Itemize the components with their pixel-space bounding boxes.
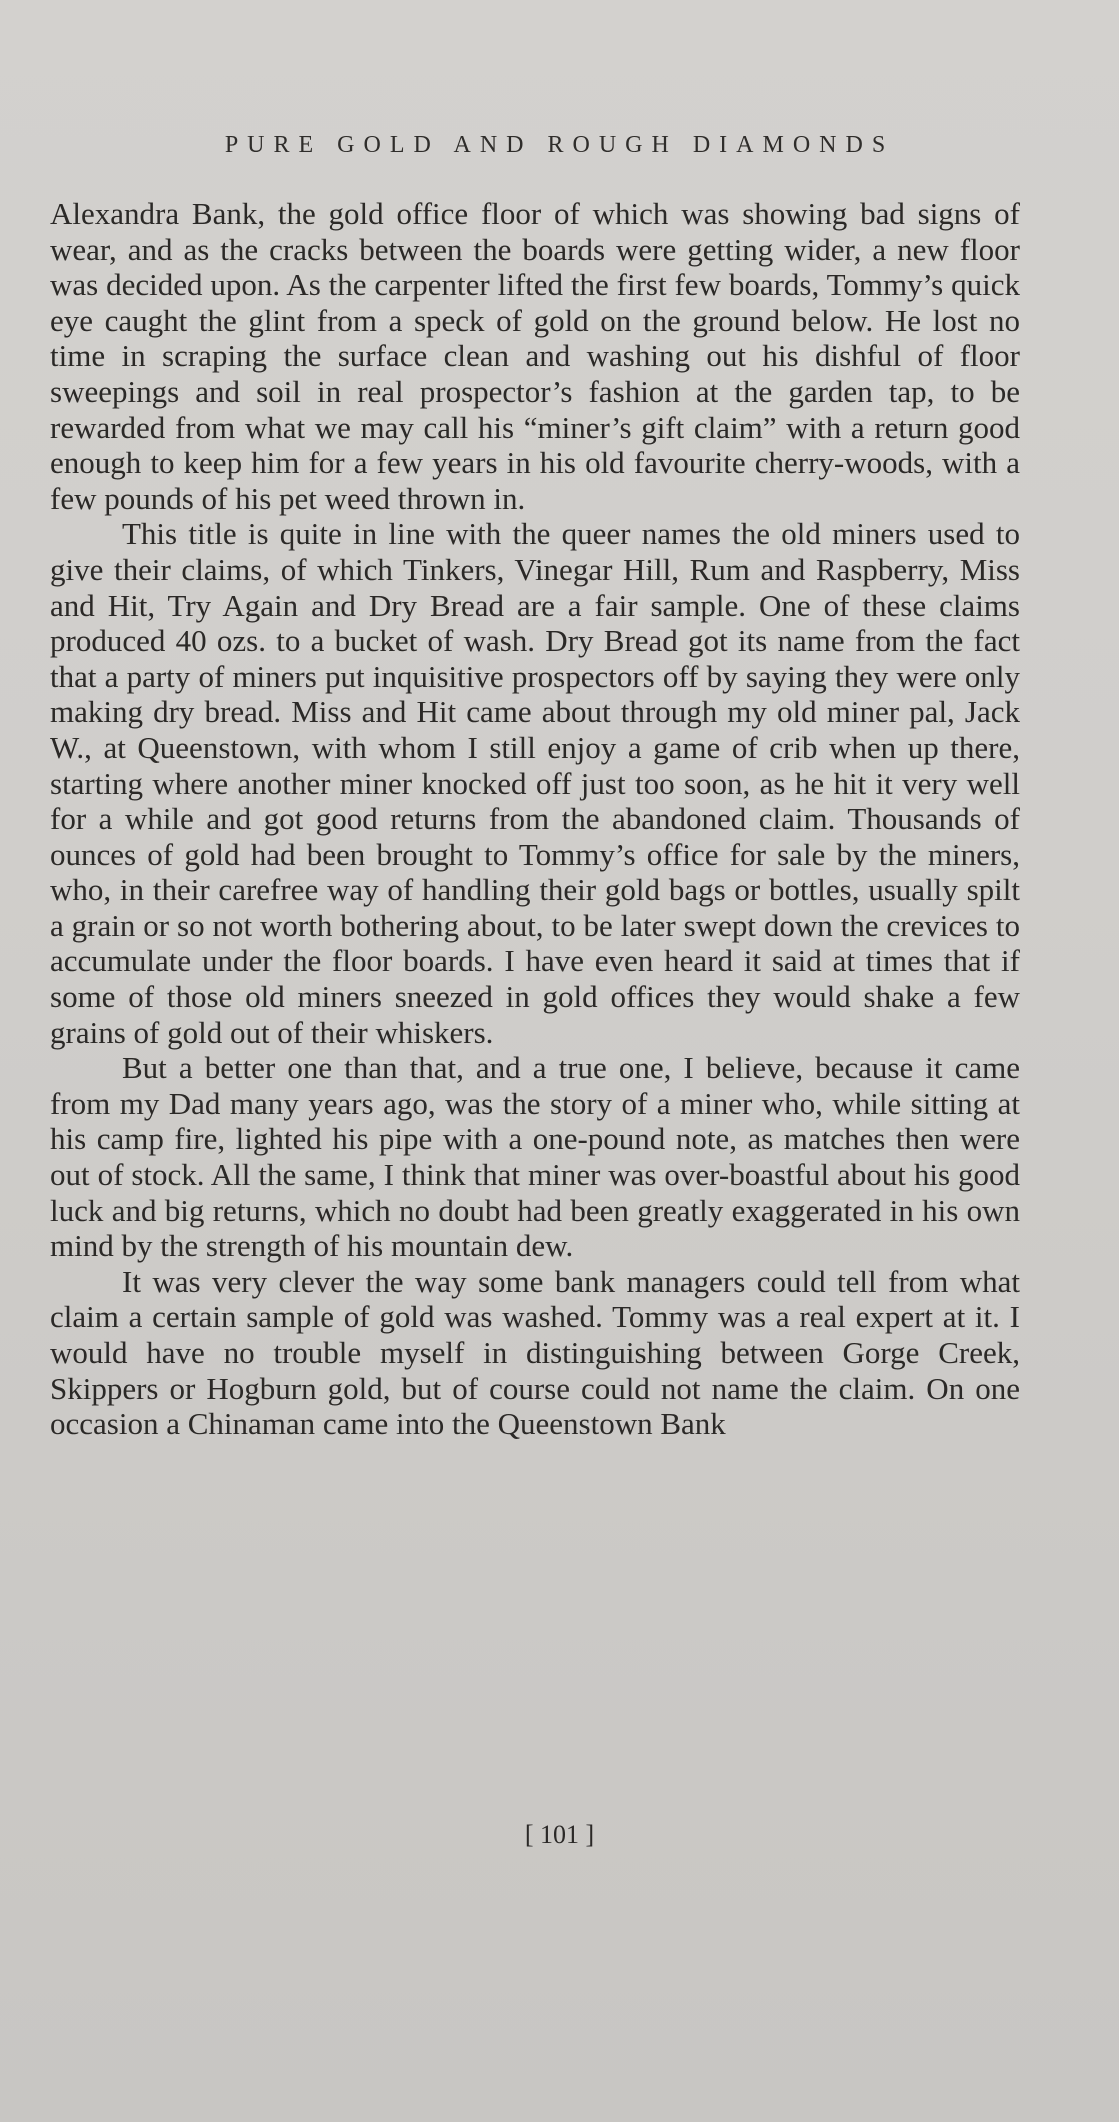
paragraph-bank-managers: It was very clever the way some bank managers could tell from what claim a certain sample of gold was washed. Tommy was a real expert at it. I would have no trouble myself in distinguishing between Gorge Creek, Skippers or Hogburn gold, but of course could not name the claim. On one occasion a Chinaman came into the Queenstown Bank — [50, 1263, 1020, 1442]
paragraph-miner-story: But a better one than that, and a true one, I believe, because it came from my Dad many years ago, was the story of a miner who, while sitting at his camp fire, lighted his pipe with a one-pound note, as matches then were out of stock. All the same, I think that miner was over-boastful about his good luck and big returns, which no doubt had been greatly exaggerated in his own mind by the strength of his mountain dew. — [50, 1050, 1020, 1264]
paragraph-continued: Alexandra Bank, the gold office floor of which was showing bad signs of wear, and as the cracks between the boards were getting wider, a new floor was decided upon. As the carpenter lifted the first few boards, Tommy’s quick eye caught the glint from a speck of gold on the ground below. He lost no time in scraping the surface clean and washing out his dishful of floor sweepings and soil in real prospector’s fashion at the garden tap, to be rewarded from what we may call his “miner’s gift claim” with a return good enough to keep him for a few years in his old favourite cherry-woods, with a few pounds of his pet weed thrown in. — [50, 196, 1020, 516]
running-head: PURE GOLD AND ROUGH DIAMONDS — [224, 132, 895, 158]
paragraph-claim-names: This title is quite in line with the queer names the old miners used to give their claims, of which Tinkers, Vinegar Hill, Rum and Raspberry, Miss and Hit, Try Again and Dry Bread are a fair sample. One of these claims produced 40 ozs. to a bucket of wash. Dry Bread got its name from the fact that a party of miners put inquisitive prospectors off by saying they were only making dry bread. Miss and Hit came about through my old miner pal, Jack W., at Queenstown, with whom I still enjoy a game of crib when up there, starting where another miner knocked off just too soon, as he hit it very well for a while and got good returns from the abandoned claim. Thousands of ounces of gold had been brought to Tommy’s office for sale by the miners, who, in their carefree way of handling their gold bags or bottles, usually spilt a grain or so not worth bothering about, to be later swept down the crevices to accumulate under the floor boards. I have even heard it said at times that if some of those old miners sneezed in gold offices they would shake a few grains of gold out of their whiskers. — [50, 516, 1020, 1050]
body-text — [50, 196, 1020, 1442]
page-number: [ 101 ] — [524, 1820, 595, 1849]
